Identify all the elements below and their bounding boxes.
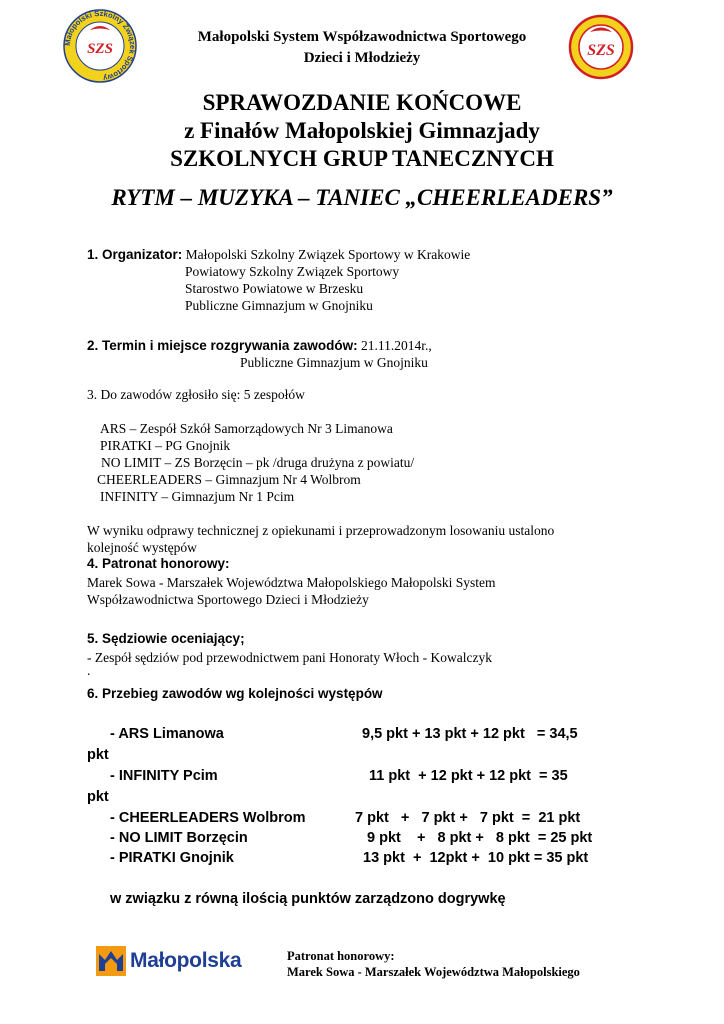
venue-place: Publiczne Gimnazjum w Gnojniku — [240, 355, 428, 370]
patronage-line1: Marek Sowa - Marszałek Województwa Małopolskiego Małopolski System — [87, 575, 496, 590]
venue-date: 21.11.2014r., — [360, 338, 432, 353]
judges-dot: . — [87, 663, 91, 678]
entries-intro: 3. Do zawodów zgłosiło się: 5 zespołów — [87, 387, 305, 402]
result-score: 11 pkt + 12 pkt + 12 pkt = 35 — [369, 768, 568, 784]
result-score: 9 pkt + 8 pkt + 8 pkt = 25 pkt — [367, 830, 593, 846]
malopolska-logo-icon — [96, 946, 126, 976]
malopolska-logo-text: Małopolska — [130, 949, 242, 972]
result-name: - CHEERLEADERS Wolbrom — [110, 810, 306, 826]
result-score: 7 pkt + 7 pkt + 7 pkt = 21 pkt — [355, 810, 581, 826]
szs-emblem-icon — [568, 14, 634, 80]
team-entry: PIRATKI – PG Gnojnik — [100, 438, 231, 453]
team-entry: NO LIMIT – ZS Borzęcin – pk /druga drużyna z powiatu/ — [101, 455, 415, 470]
patronage-line2: Współzawodnictwa Sportowego Dzieci i Młodzieży — [87, 592, 369, 607]
organizer-line: Starostwo Powiatowe w Brzesku — [185, 281, 364, 296]
results-conclusion: w związku z równą ilością punktów zarządzono dogrywkę — [110, 891, 506, 907]
result-name: - INFINITY Pcim — [110, 768, 218, 784]
results-label: 6. Przebieg zawodów wg kolejności występów — [87, 686, 383, 701]
title-line3: SZKOLNYCH GRUP TANECZNYCH — [170, 146, 554, 171]
patronage-label: 4. Patronat honorowy: — [87, 556, 230, 571]
organizer-line: Publiczne Gimnazjum w Gnojniku — [185, 298, 373, 313]
title-line1: SPRAWOZDANIE KOŃCOWE — [202, 90, 522, 115]
organizer-main: Małopolski Szkolny Związek Sportowy w Krakowie — [185, 247, 471, 262]
title-line2: z Finałów Małopolskiej Gimnazjady — [184, 118, 540, 143]
organizer-label: 1. Organizator: — [87, 247, 183, 262]
judges-label: 5. Sędziowie oceniający; — [87, 631, 245, 646]
result-name: - PIRATKI Gnojnik — [110, 850, 234, 866]
header-org-line2: Dzieci i Młodzieży — [303, 50, 421, 66]
result-score: 9,5 pkt + 13 pkt + 12 pkt = 34,5 — [362, 726, 578, 742]
judges-text: - Zespół sędziów pod przewodnictwem pani Honoraty Włoch - Kowalczyk — [87, 650, 493, 665]
logo-ring-text: Małopolski Szkolny Związek Sportowy — [62, 8, 138, 83]
result-name: - ARS Limanowa — [110, 726, 224, 742]
team-entry: INFINITY – Gimnazjum Nr 1 Pcim — [100, 489, 295, 504]
header-org-line1: Małopolski System Współzawodnictwa Sportowego — [197, 29, 527, 45]
subtitle: RYTM – MUZYKA – TANIEC „CHEERLEADERS” — [111, 185, 613, 210]
footer-patron-label: Patronat honorowy: — [287, 949, 395, 963]
result-name: - NO LIMIT Borzęcin — [110, 830, 248, 846]
result-wrap: pkt — [87, 789, 109, 805]
team-entry: CHEERLEADERS – Gimnazjum Nr 4 Wolbrom — [97, 472, 361, 487]
result-score: 13 pkt + 12pkt + 10 pkt = 35 pkt — [363, 850, 589, 866]
logo-left-mark: SZS — [87, 41, 113, 57]
team-entry: ARS – Zespół Szkół Samorządowych Nr 3 Limanowa — [100, 421, 393, 436]
entries-note-line1: W wyniku odprawy technicznej z opiekunami i przeprowadzonym losowaniu ustalono — [87, 523, 555, 538]
footer-patron-name: Marek Sowa - Marszałek Województwa Małopolskiego — [287, 965, 580, 979]
organizer-line: Powiatowy Szkolny Związek Sportowy — [185, 264, 400, 279]
entries-note-line2: kolejność występów — [87, 540, 197, 555]
venue-label: 2. Termin i miejsce rozgrywania zawodów: — [87, 338, 358, 353]
logo-right-mark: SZS — [587, 42, 615, 59]
malopolska-logo — [96, 946, 241, 976]
result-wrap: pkt — [87, 747, 109, 763]
